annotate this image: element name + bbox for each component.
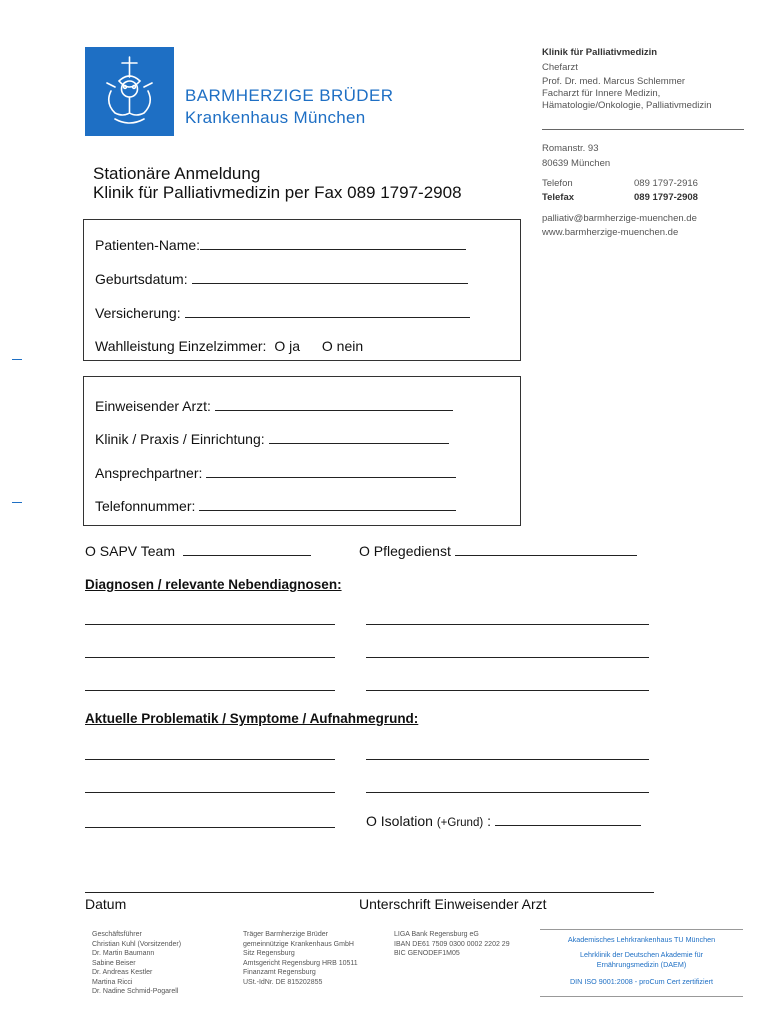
form-title: Stationäre Anmeldung xyxy=(93,164,261,183)
footer-divider-top xyxy=(540,929,743,930)
problem-line[interactable] xyxy=(85,759,335,760)
isolation-row[interactable] xyxy=(366,813,641,829)
chief-specialty-1: Facharzt für Innere Medizin, xyxy=(542,88,661,99)
signature-line[interactable] xyxy=(85,892,654,893)
clinic-name: Klinik für Palliativmedizin xyxy=(542,47,658,58)
isolation-field[interactable] xyxy=(495,813,641,826)
footer-text: BIC GENODEF1M05 xyxy=(394,950,460,957)
form-subtitle: Klinik für Palliativmedizin per Fax 089 1797-2908 xyxy=(93,183,462,202)
single-room-row xyxy=(95,338,363,354)
footer-text: Amtsgericht Regensburg HRB 10511 xyxy=(243,959,358,967)
hospital-logo xyxy=(85,47,174,136)
footer-text: Dr. Martin Baumann xyxy=(92,950,155,957)
footer-academic xyxy=(540,935,743,987)
footer-bank xyxy=(394,930,510,959)
problem-line[interactable] xyxy=(366,792,649,793)
referrer-phone-row[interactable] xyxy=(95,498,456,514)
fold-mark-bottom xyxy=(12,502,22,503)
single-room-yes-option[interactable]: O ja xyxy=(274,338,301,354)
footer-management xyxy=(92,930,181,997)
sapv-option[interactable]: O SAPV Team xyxy=(85,543,176,559)
email-address: palliativ@barmherzige-muenchen.de xyxy=(542,213,697,224)
patient-name-row[interactable] xyxy=(95,237,466,253)
footer-text: Christian Kuhl (Vorsitzender) xyxy=(92,940,182,948)
care-service-row[interactable] xyxy=(359,543,637,559)
footer-text: Geschäftsführer xyxy=(92,931,142,938)
isolation-option[interactable]: O Isolation xyxy=(366,813,433,829)
footer-carrier xyxy=(243,930,358,987)
phone-label: Telefon xyxy=(542,178,573,189)
contact-person-label: Ansprechpartner: xyxy=(95,465,203,481)
referrer-phone-label: Telefonnummer: xyxy=(95,498,196,514)
referrer-phone-field[interactable] xyxy=(199,498,456,511)
isolation-colon: : xyxy=(487,813,491,829)
facility-field[interactable] xyxy=(269,431,449,444)
sapv-field[interactable] xyxy=(183,543,311,556)
contact-person-row[interactable] xyxy=(95,465,456,481)
header-divider xyxy=(542,129,744,130)
footer-text: Finanzamt Regensburg xyxy=(243,969,316,976)
academic-hospital: Akademisches Lehrkrankenhaus TU München xyxy=(567,935,716,944)
phone-number: 089 1797-2916 xyxy=(634,178,698,189)
brand-subtitle: Krankenhaus München xyxy=(185,108,366,127)
birthdate-label: Geburtsdatum: xyxy=(95,271,188,287)
diagnosis-line[interactable] xyxy=(366,624,649,625)
fax-number: 089 1797-2908 xyxy=(634,192,698,203)
fax-label: Telefax xyxy=(542,192,575,203)
birthdate-field[interactable] xyxy=(192,271,468,284)
chief-name: Prof. Dr. med. Marcus Schlemmer xyxy=(542,76,686,87)
teaching-clinic: Lehrklinik der Deutschen Akademie für Ernährungsmedizin (DAEM) xyxy=(579,950,704,969)
footer-text: Martina Ricci xyxy=(92,978,133,986)
contact-person-field[interactable] xyxy=(206,465,456,478)
birthdate-row[interactable] xyxy=(95,271,468,287)
fold-mark-top xyxy=(12,359,22,360)
problems-heading: Aktuelle Problematik / Symptome / Aufnahmegrund: xyxy=(85,711,419,726)
single-room-label: Wahlleistung Einzelzimmer: xyxy=(95,338,267,354)
diagnosis-line[interactable] xyxy=(85,690,335,691)
website: www.barmherzige-muenchen.de xyxy=(542,227,679,238)
insurance-field[interactable] xyxy=(185,305,470,318)
problem-line[interactable] xyxy=(366,759,649,760)
patient-name-field[interactable] xyxy=(200,237,466,250)
patient-name-label: Patienten-Name: xyxy=(95,237,201,253)
footer-text: IBAN DE61 7509 0300 0002 2202 29 xyxy=(394,940,510,948)
footer-text: Dr. Nadine Schmid-Pogarell xyxy=(92,988,179,995)
insurance-row[interactable] xyxy=(95,305,470,321)
care-service-field[interactable] xyxy=(455,543,637,556)
isolation-reason-hint: (+Grund) xyxy=(436,817,484,829)
chief-specialty-2: Hämatologie/Onkologie, Palliativmedizin xyxy=(542,100,712,111)
insurance-label: Versicherung: xyxy=(95,305,181,321)
brothers-of-mercy-emblem-icon xyxy=(85,47,174,136)
footer-divider-bottom xyxy=(540,996,743,997)
address-city: 80639 München xyxy=(542,158,611,169)
diagnosis-line[interactable] xyxy=(366,690,649,691)
certification: DIN ISO 9001:2008 - proCum Cert zertifiziert xyxy=(569,977,713,986)
footer-text: LIGA Bank Regensburg eG xyxy=(394,931,479,938)
sapv-row[interactable] xyxy=(85,543,311,559)
footer-text: gemeinnützige Krankenhaus GmbH xyxy=(243,940,354,948)
signature-label: Unterschrift Einweisender Arzt xyxy=(359,896,547,912)
footer-text: Dr. Andreas Kestler xyxy=(92,969,153,976)
care-service-option[interactable]: O Pflegedienst xyxy=(359,543,451,559)
date-label: Datum xyxy=(85,896,127,912)
diagnosis-line[interactable] xyxy=(85,624,335,625)
footer-text: USt.-IdNr. DE 815202855 xyxy=(243,978,323,986)
brand-name: BARMHERZIGE BRÜDER xyxy=(185,86,394,105)
single-room-no-option[interactable]: O nein xyxy=(321,338,364,354)
problem-line[interactable] xyxy=(85,792,335,793)
diagnoses-heading: Diagnosen / relevante Nebendiagnosen: xyxy=(85,577,342,592)
referring-doctor-label: Einweisender Arzt: xyxy=(95,398,211,414)
diagnosis-line[interactable] xyxy=(366,657,649,658)
diagnosis-line[interactable] xyxy=(85,657,335,658)
footer-text: Sitz Regensburg xyxy=(243,950,295,957)
referring-doctor-row[interactable] xyxy=(95,398,453,414)
footer-text: Sabine Beiser xyxy=(92,959,136,967)
footer-text: Träger Barmherzige Brüder xyxy=(243,931,328,938)
address-street: Romanstr. 93 xyxy=(542,143,599,154)
problem-line[interactable] xyxy=(85,827,335,828)
facility-label: Klinik / Praxis / Einrichtung: xyxy=(95,431,265,447)
chief-role: Chefarzt xyxy=(542,62,578,73)
referring-doctor-field[interactable] xyxy=(215,398,453,411)
facility-row[interactable] xyxy=(95,431,449,447)
